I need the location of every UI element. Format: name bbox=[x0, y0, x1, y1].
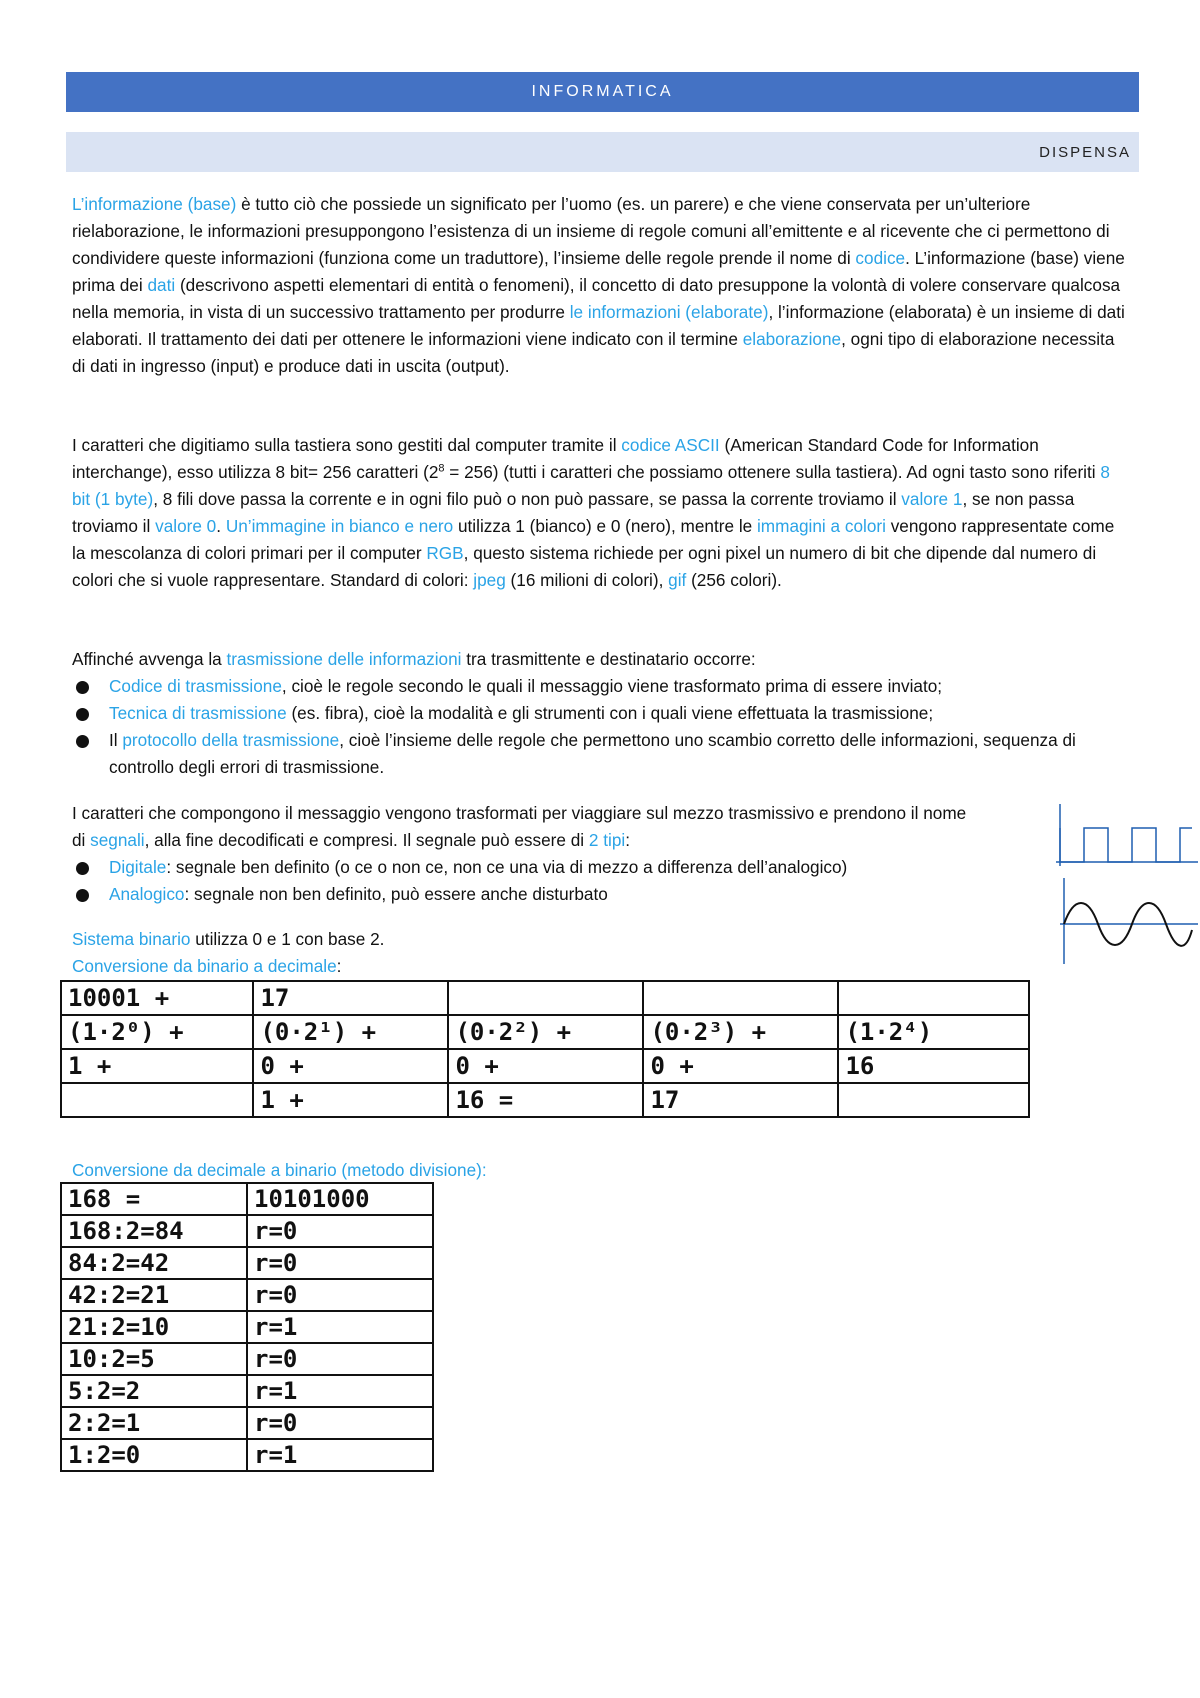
table-cell: 168 = bbox=[61, 1183, 247, 1215]
table-cell: r=0 bbox=[247, 1343, 433, 1375]
list-item: Analogico: segnale non ben definito, può essere anche disturbato bbox=[72, 881, 982, 908]
table-cell: 1:2=0 bbox=[61, 1439, 247, 1471]
table-row bbox=[61, 1183, 433, 1215]
table-cell bbox=[643, 981, 838, 1015]
table-cell: 21:2=10 bbox=[61, 1311, 247, 1343]
table-cell: r=1 bbox=[247, 1375, 433, 1407]
table-cell: 1 + bbox=[253, 1083, 448, 1117]
table-cell: (0·2²) + bbox=[448, 1015, 643, 1049]
table-row bbox=[61, 1015, 1029, 1049]
table-cell bbox=[448, 981, 643, 1015]
table-cell: 42:2=21 bbox=[61, 1279, 247, 1311]
conversion-dec-bin-title: Conversione da decimale a binario (metodo divisione): bbox=[72, 1160, 487, 1180]
table-cell: 0 + bbox=[643, 1049, 838, 1083]
table-row bbox=[61, 1375, 433, 1407]
table-cell: (1·2⁰) + bbox=[61, 1015, 253, 1049]
trasmissione-intro: Affinché avvenga la trasmissione delle informazioni tra trasmittente e destinatario occorre: bbox=[72, 649, 756, 669]
table-cell: (0·2¹) + bbox=[253, 1015, 448, 1049]
digital-signal-icon bbox=[1056, 804, 1198, 866]
table-row bbox=[61, 1407, 433, 1439]
table-row bbox=[61, 1439, 433, 1471]
trasmissione-list bbox=[72, 673, 1132, 781]
list-item: Codice di trasmissione, cioè le regole secondo le quali il messaggio viene trasformato prima di essere inviato; bbox=[72, 673, 1132, 700]
table-cell bbox=[838, 1083, 1029, 1117]
table-cell: r=0 bbox=[247, 1407, 433, 1439]
segnali-intro: I caratteri che compongono il messaggio vengono trasformati per viaggiare sul mezzo trasmissivo e prendono il nome di segnali, alla fine decodificati e compresi. Il segnale può essere di 2 tipi: bbox=[72, 803, 967, 850]
conversion-bin-dec-title: Conversione da binario a decimale: bbox=[72, 956, 342, 976]
table-cell: 10001 + bbox=[61, 981, 253, 1015]
section-binario bbox=[72, 926, 1132, 980]
table-cell: r=0 bbox=[247, 1215, 433, 1247]
table-row bbox=[61, 1343, 433, 1375]
list-item: Digitale: segnale ben definito (o ce o non ce, non ce una via di mezzo a differenza dell’analogico) bbox=[72, 854, 982, 881]
table-cell: 10101000 bbox=[247, 1183, 433, 1215]
table-cell bbox=[838, 981, 1029, 1015]
binary-to-decimal-table bbox=[60, 980, 1030, 1118]
table-row bbox=[61, 1083, 1029, 1117]
decimal-to-binary-table bbox=[60, 1182, 434, 1472]
table-cell: 1 + bbox=[61, 1049, 253, 1083]
table-cell: r=0 bbox=[247, 1279, 433, 1311]
table-row bbox=[61, 1247, 433, 1279]
table-row bbox=[61, 981, 1029, 1015]
page-title: INFORMATICA bbox=[531, 83, 674, 100]
table-cell: 2:2=1 bbox=[61, 1407, 247, 1439]
table-cell: 16 = bbox=[448, 1083, 643, 1117]
table-cell: r=1 bbox=[247, 1311, 433, 1343]
title-banner bbox=[66, 72, 1139, 112]
section-trasmissione bbox=[72, 646, 1132, 781]
paragraph-informazione: L’informazione (base) è tutto ciò che possiede un significato per l’uomo (es. un parere) e che viene conservata per un’ulteriore rielaborazione, le informazioni presuppongono l’esistenza di un insieme di regole comuni all’emittente e al ricevente che ci permettono di condividere queste informazioni (funziona come un traduttore), l’insieme delle regole prende il nome di codice. L’informazione (base) viene prima dei dati (descrivono aspetti elementari di entità o fenomeni), il concetto di dato presuppone la volontà di volere conservare qualcosa nella memoria, in vista di un successivo trattamento per produrre le informazioni (elaborate), l’informazione (elaborata) è un insieme di dati elaborati. Il trattamento dei dati per ottenere le informazioni viene indicato con il termine elaborazione, ogni tipo di elaborazione necessita di dati in ingresso (input) e produce dati in uscita (output). bbox=[72, 194, 1125, 376]
table-cell: r=1 bbox=[247, 1439, 433, 1471]
table-cell: (1·2⁴) bbox=[838, 1015, 1029, 1049]
table-cell: 84:2=42 bbox=[61, 1247, 247, 1279]
binario-line: Sistema binario utilizza 0 e 1 con base 2. bbox=[72, 929, 385, 949]
list-item: Il protocollo della trasmissione, cioè l’insieme delle regole che permettono uno scambio corretto delle informazioni, sequenza di controllo degli errori di trasmissione. bbox=[72, 727, 1132, 781]
page-subtitle: DISPENSA bbox=[1039, 143, 1131, 161]
list-item: Tecnica di trasmissione (es. fibra), cioè la modalità e gli strumenti con i quali viene effettuata la trasmissione; bbox=[72, 700, 1132, 727]
table-row bbox=[61, 1279, 433, 1311]
paragraph-ascii: I caratteri che digitiamo sulla tastiera sono gestiti dal computer tramite il codice ASCII (American Standard Code for Information interchange), esso utilizza 8 bit= 256 caratteri $(2^8 = 256)$ (tutti i caratteri che possiamo ottenere sulla tastiera). Ad ogni tasto sono riferiti 8 bit (1 byte), 8 fili dove passa la corrente e in ogni filo può o non può passare, se passa la corrente troviamo il valore 1, se non passa troviamo il valore 0. Un’immagine in bianco e nero utilizza 1 (bianco) e 0 (nero), mentre le immagini a colori vengono rappresentate come la mescolanza di colori primari per il computer RGB, questo sistema richiede per ogni pixel un numero di bit che dipende dal numero di colori che si vuole rappresentare. Standard di colori: jpeg (16 milioni di colori), gif (256 colori). bbox=[72, 435, 1115, 590]
table-cell: 17 bbox=[253, 981, 448, 1015]
table-cell: 0 + bbox=[253, 1049, 448, 1083]
table-row bbox=[61, 1311, 433, 1343]
section-segnali bbox=[72, 800, 982, 908]
table-cell: r=0 bbox=[247, 1247, 433, 1279]
table-row bbox=[61, 1215, 433, 1247]
subtitle-banner bbox=[66, 132, 1139, 172]
table-cell: 16 bbox=[838, 1049, 1029, 1083]
table-cell: 5:2=2 bbox=[61, 1375, 247, 1407]
table-cell bbox=[61, 1083, 253, 1117]
table-cell: 10:2=5 bbox=[61, 1343, 247, 1375]
table-row bbox=[61, 1049, 1029, 1083]
table-cell: 168:2=84 bbox=[61, 1215, 247, 1247]
table-cell: 17 bbox=[643, 1083, 838, 1117]
table-cell: 0 + bbox=[448, 1049, 643, 1083]
segnali-list bbox=[72, 854, 982, 908]
table-cell: (0·2³) + bbox=[643, 1015, 838, 1049]
